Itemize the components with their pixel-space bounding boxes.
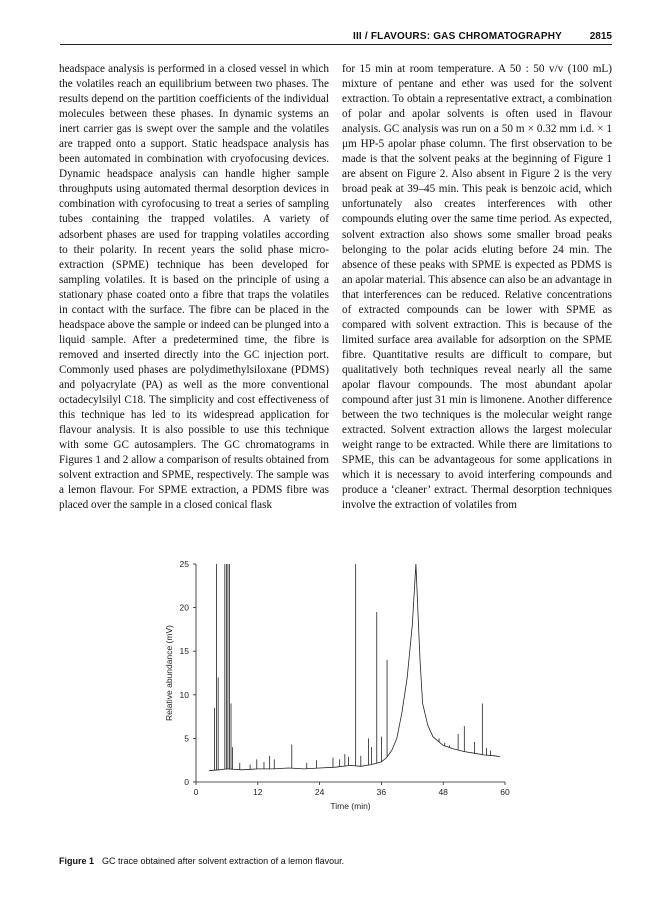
figure-caption xyxy=(59,856,344,866)
x-tick-label: 24 xyxy=(314,787,325,797)
left-column xyxy=(59,62,329,513)
x-tick-label: 48 xyxy=(438,787,448,797)
y-tick-label: 10 xyxy=(179,689,189,700)
figure-label: Figure 1 xyxy=(59,856,95,866)
page-number: 2815 xyxy=(589,31,612,42)
baseline-trace xyxy=(209,564,500,771)
left-column-text: headspace analysis is performed in a closed vessel in which the volatiles reach an equilibrium between two phases. The results depend on the partition coefficients of the individual molecules between these phases. In dynamic systems an inert carrier gas is swept over the sample and the volatiles are trapped onto a support. Static headspace analysis has been automated in combination with cryofocusing devices. Dynamic headspace analysis can handle higher sample throughputs using automated thermal desorption devices in combination with cyrofocusing to treat a series of sampling tubes containing the trapped volatiles. A variety of adsorbent phases are used for trapping volatiles according to their polarity. In recent years the solid phase micro-extraction (SPME) technique has been developed for sampling volatiles. It is based on the principle of using a stationary phase coated onto a fibre that traps the volatiles in contact with the surface. The fibre can be placed in the headspace above the sample or indeed can be plunged into a liquid sample. After a predetermined time, the fibre is removed and inserted directly into the GC injection port. Commonly used phases are polydimethylsiloxane (PDMS) and polyacrylate (PA) as well as the more conventional octadecylsilyl C18. The simplicity and cost effectiveness of this technique has led to its widespread application for flavour analysis. It is also possible to use this technique with some GC autosamplers. The GC chromatograms in Figures 1 and 2 allow a comparison of results obtained from solvent extraction and SPME, respectively. The sample was a lemon flavour. For SPME extraction, a PDMS fibre was placed over the sample in a closed conical flask xyxy=(59,63,329,512)
y-tick-label: 5 xyxy=(184,733,189,744)
y-tick-label: 20 xyxy=(179,602,189,613)
header-rule xyxy=(60,44,612,45)
x-tick-label: 0 xyxy=(193,787,199,797)
y-tick-label: 15 xyxy=(179,646,189,657)
y-axis-label: Relative abundance (mV) xyxy=(164,625,174,721)
y-tick-label: 25 xyxy=(179,559,189,569)
x-tick-label: 36 xyxy=(376,787,387,797)
figure-1 xyxy=(160,558,530,848)
x-axis-label: Time (min) xyxy=(330,801,371,811)
x-tick-label: 12 xyxy=(253,787,263,797)
section-title: III / FLAVOURS: GAS CHROMATOGRAPHY xyxy=(352,31,562,42)
right-column xyxy=(342,62,612,513)
running-header xyxy=(60,31,612,45)
x-tick-label: 60 xyxy=(500,787,510,797)
right-column-text: for 15 min at room temperature. A 50 : 50 v/v (100 mL) mixture of pentane and ether was used for the solvent extraction. To obtain a representative extract, a combination of polar and apolar solvents is often used in flavour analysis. GC analysis was run on a 50 m × 0.32 mm i.d. × 1 μm HP-5 apolar phase column. The first observation to be made is that the solvent peaks at the beginning of Figure 1 are absent on Figure 2. Also absent in Figure 2 is the very broad peak at 39–45 min. This peak is benzoic acid, which unfortunately also creates interferences with other compounds eluting over the same time period. As expected, solvent extraction also shows some smaller broad peaks belonging to the polar acids eluting before 24 min. The absence of these peaks with SPME is expected as PDMS is an apolar material. This absence can also be an advantage in that interferences can be reduced. Relative concentrations of extracted compounds can be lower with SPME as compared with solvent extraction. This is because of the limited surface area available for adsorption on the SPME fibre. Quantitative results are difficult to compare, but qualitatively both techniques reveal nearly all the same apolar flavour compounds. The most abundant apolar compound after just 31 min is limonene. Another difference between the two techniques is the molecular weight range extracted. Solvent extraction allows the largest molecular weight range to be extracted. While there are limitations to SPME, this can be advantageous for some applications in which it is necessary to avoid interfering compounds and produce a ‘cleaner’ extract. Thermal desorption techniques involve the extraction of volatiles from xyxy=(342,63,612,512)
figure-caption-text: GC trace obtained after solvent extraction of a lemon flavour. xyxy=(102,856,345,866)
gc-chromatogram xyxy=(160,558,530,848)
y-tick-label: 0 xyxy=(184,777,189,787)
